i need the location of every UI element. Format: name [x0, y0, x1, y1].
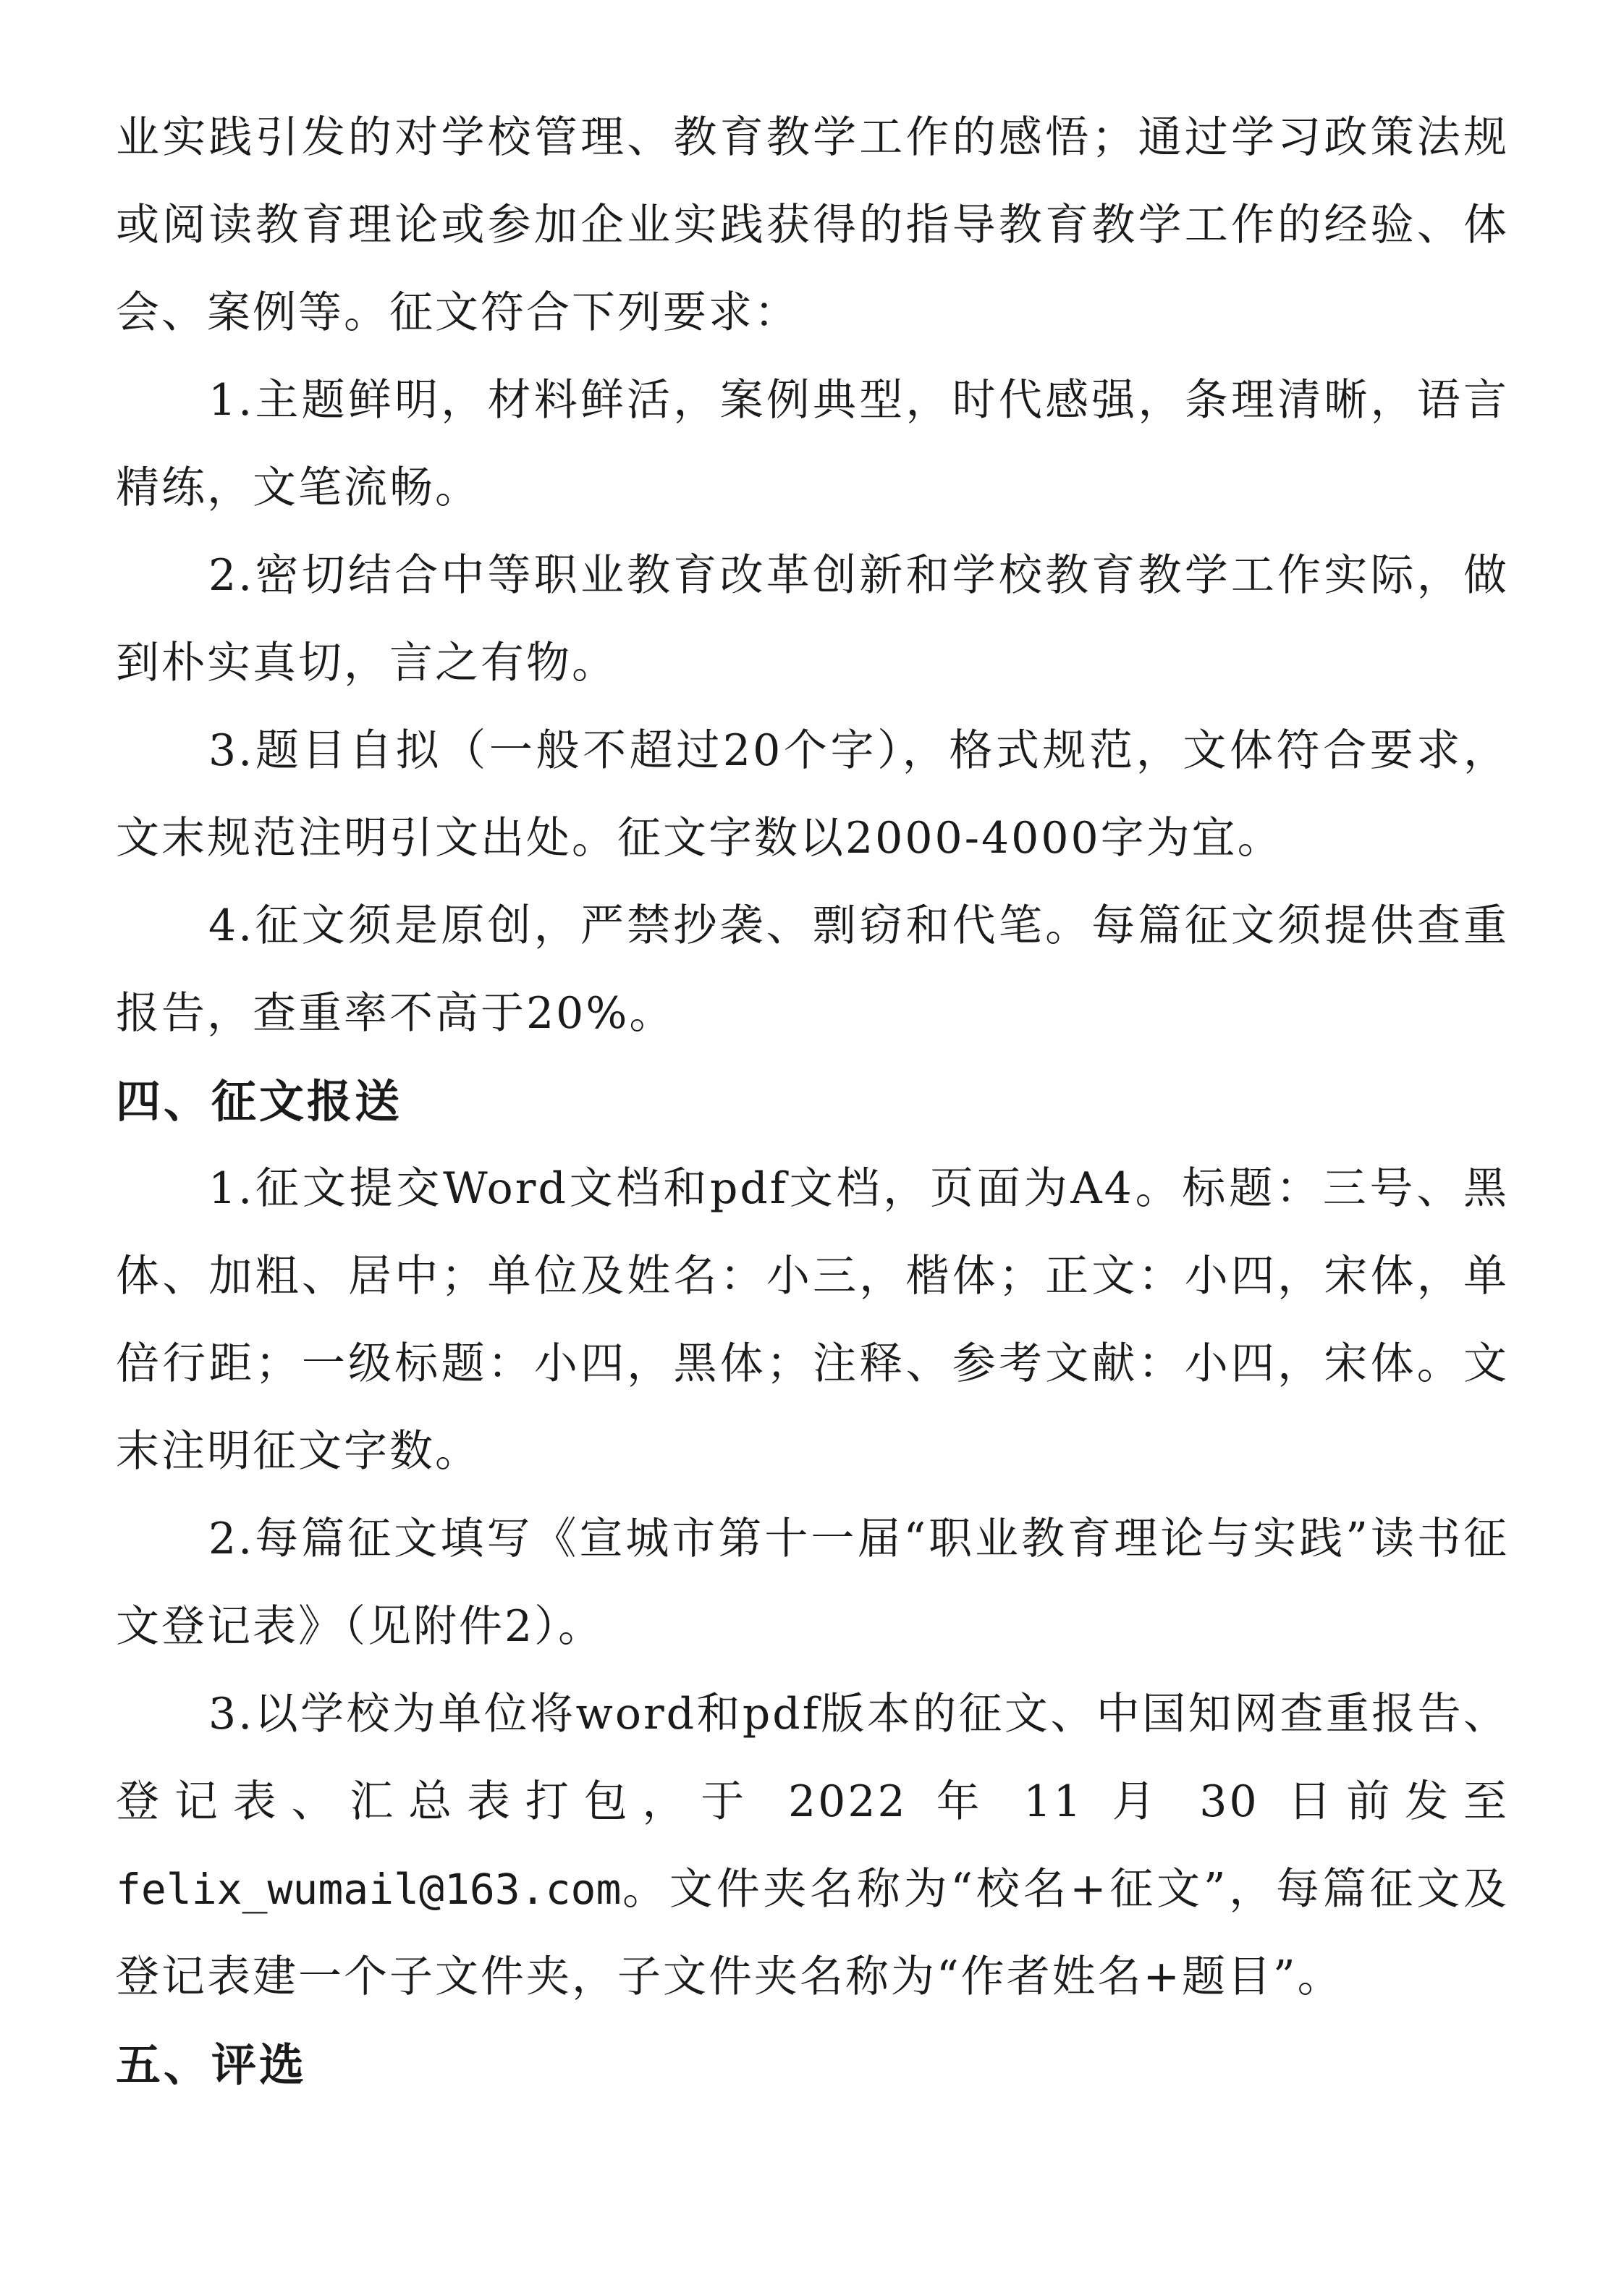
submission-item-1: 1.征文提交Word文档和pdf文档，页面为A4。标题：三号、黑体、加粗、居中；单位及姓名：小三，楷体；正文：小四，宋体，单倍行距；一级标题：小四，黑体；注释、参考文献：小四，宋体。文末注明征文字数。: [116, 1163, 1509, 1477]
section-5-heading: 五、评选: [116, 2038, 308, 2091]
requirement-1: 1.主题鲜明，材料鲜活，案例典型，时代感强，条理清晰，语言精练，文笔流畅。: [116, 375, 1509, 513]
section-4-heading: 四、征文报送: [116, 1075, 403, 1128]
submission-item-3-text: 3.以学校为单位将word和pdf版本的征文、中国知网查重报告、登记表、汇总表打包，于 2022 年 11 月 30 日前发至: [116, 1689, 1509, 1827]
requirement-3: 3.题目自拟（一般不超过20个字），格式规范，文体符合要求，文末规范注明引文出处。征文字数以2000-4000字为宜。: [116, 725, 1509, 864]
requirement-2: 2.密切结合中等职业教育改革创新和学校教育教学工作实际，做到朴实真切，言之有物。: [116, 550, 1509, 688]
requirement-4: 4.征文须是原创，严禁抄袭、剽窃和代笔。每篇征文须提供查重报告，查重率不高于20%。: [116, 900, 1509, 1039]
submission-item-3-rest: 。文件夹名称为“校名+征文”，每篇征文及登记表建一个子文件夹，子文件夹名称为“作者姓名+题目”。: [116, 1864, 1509, 2002]
intro-paragraph: 业实践引发的对学校管理、教育教学工作的感悟；通过学习政策法规或阅读教育理论或参加企业实践获得的指导教育教学工作的经验、体会、案例等。征文符合下列要求：: [116, 112, 1509, 338]
email-address: felix_wumail@163.com: [116, 1865, 622, 1914]
submission-item-2: 2.每篇征文填写《宣城市第十一届“职业教育理论与实践”读书征文登记表》（见附件2）。: [116, 1514, 1509, 1652]
document-page: [116, 94, 1509, 2109]
submission-item-3: [116, 1671, 1509, 2021]
